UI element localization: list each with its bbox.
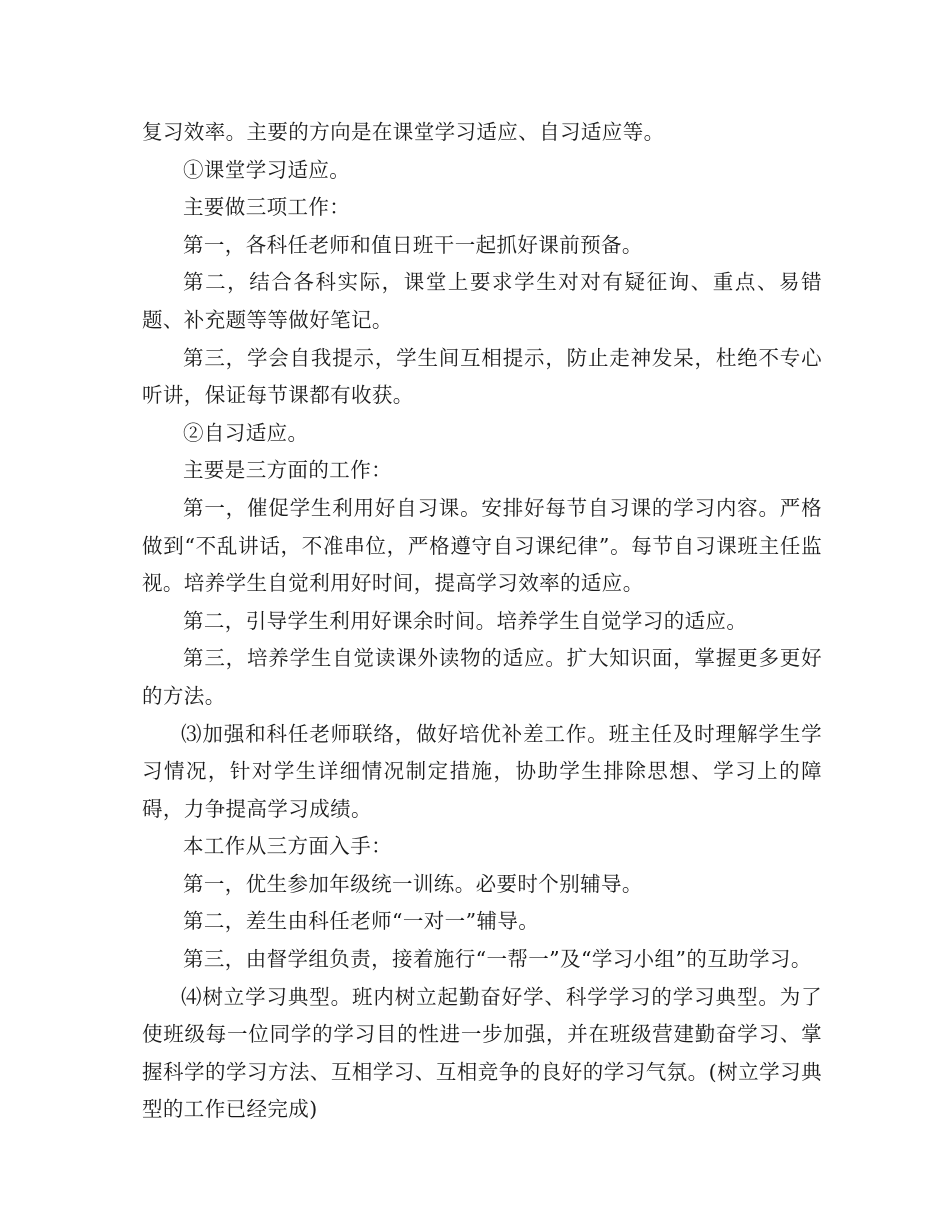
section-heading-self-study: ②自习适应。 [183, 420, 309, 445]
paragraph-self-study-second: 第二，引导学生利用好课余时间。培养学生自觉学习的适应。 [183, 608, 748, 633]
paragraph-three-aspects: 主要是三方面的工作： [183, 458, 392, 483]
document-body [142, 114, 822, 1129]
section-item-3: ⑶加强和科任老师联络，做好培优补差工作。班主任及时理解学生学习情况，针对学生详细情况制定措施，协助学生排除思想、学习上的障碍，力争提高学习成绩。 [142, 721, 822, 821]
paragraph-work-first: 第一，优生参加年级统一训练。必要时个别辅导。 [183, 871, 643, 896]
section-item-4: ⑷树立学习典型。班内树立起勤奋好学、科学学习的学习典型。为了使班级每一位同学的学习目的性进一步加强，并在班级营建勤奋学习、掌握科学的学习方法、互相学习、互相竞争的良好的学习气氛。(树立学习典型的工作已经完成) [142, 984, 822, 1122]
paragraph-work-three-aspects: 本工作从三方面入手： [183, 834, 392, 859]
section-heading-classroom: ①课堂学习适应。 [183, 157, 351, 182]
paragraph-classroom-second: 第二，结合各科实际，课堂上要求学生对对有疑征询、重点、易错题、补充题等等做好笔记。 [142, 270, 822, 332]
paragraph-work-second: 第二，差生由科任老师“一对一”辅导。 [183, 909, 540, 934]
paragraph-work-third: 第三，由督学组负责，接着施行“一帮一”及“学习小组”的互助学习。 [183, 947, 812, 972]
paragraph-classroom-third: 第三，学会自我提示，学生间互相提示，防止走神发呆，杜绝不专心听讲，保证每节课都有收获。 [142, 345, 822, 408]
paragraph-self-study-third: 第三，培养学生自觉读课外读物的适应。扩大知识面，掌握更多更好的方法。 [142, 646, 822, 708]
paragraph-three-tasks: 主要做三项工作： [183, 195, 351, 220]
paragraph-1: 复习效率。主要的方向是在课堂学习适应、自习适应等。 [142, 120, 665, 144]
paragraph-self-study-first: 第一，催促学生利用好自习课。安排好每节自习课的学习内容。严格做到“不乱讲话，不准串位，严格遵守自习课纪律”。每节自习课班主任监视。培养学生自觉利用好时间，提高学习效率的适应。 [142, 495, 822, 596]
paragraph-classroom-first: 第一，各科任老师和值日班干一起抓好课前预备。 [183, 232, 643, 257]
